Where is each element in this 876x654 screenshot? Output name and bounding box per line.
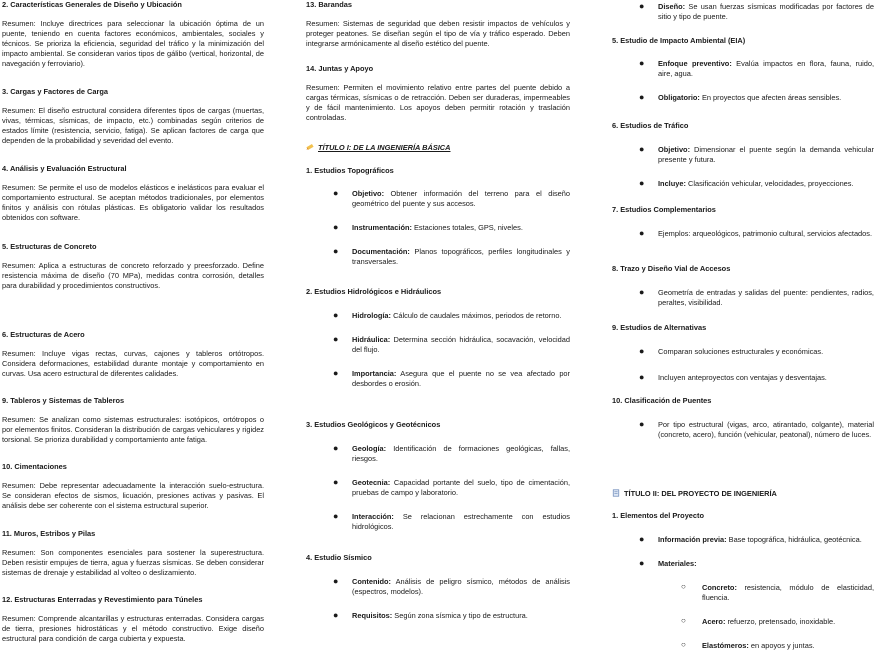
section-heading: 12. Estructuras Enterradas y Revestimiento para Túneles xyxy=(2,595,203,604)
list-item: ● Geotecnia: Capacidad portante del suelo, tipo de cimentación, pruebas de campo y laboratorio. xyxy=(333,476,570,497)
bullet-icon: ● xyxy=(333,309,339,320)
section-heading: 10. Cimentaciones xyxy=(2,462,67,471)
section-summary: Resumen: Se permite el uso de modelos elásticos e inelásticos para evaluar el comportamiento estructural. Se aceptan métodos tradicionales, por elementos finitos y análisis con rótulas plásticas. Es obligatorio validar los resultados obtenidos con software. xyxy=(2,182,264,222)
section-heading: 5. Estructuras de Concreto xyxy=(2,242,97,251)
list-item: ● Información previa: Base topográfica, hidráulica, geotécnica. xyxy=(639,533,862,544)
list-item: ● Interacción: Se relacionan estrechamente con estudios hidrológicos. xyxy=(333,510,570,531)
section-heading: 1. Estudios Topográficos xyxy=(306,166,394,175)
access-road-design xyxy=(612,264,874,308)
section-9 xyxy=(2,396,264,445)
list-item: ● Diseño: Se usan fuerzas sísmicas modificadas por factores de sitio y tipo de puente. xyxy=(639,1,874,21)
section-summary: Resumen: Comprende alcantarillas y estructuras enterradas. Considera cargas de tierra, presiones hidrostáticas y el método constructivo. Exige diseño estructural para condición de carga cubierta y expuesta. xyxy=(2,613,264,643)
geology-studies xyxy=(306,420,570,532)
bullet-icon: ● xyxy=(333,245,339,256)
list-item: ● Documentación: Planos topográficos, perfiles longitudinales y transversales. xyxy=(333,245,570,266)
section-5 xyxy=(2,242,264,291)
sub-list-item: ○ Elastómeros: en apoyos y juntas. xyxy=(681,639,815,650)
bullet-icon: ● xyxy=(333,510,339,521)
list-item: ● Objetivo: Dimensionar el puente según la demanda vehicular presente y futura. xyxy=(639,143,874,164)
environmental-impact-study xyxy=(612,36,874,103)
list-item: ● Instrumentación: Estaciones totales, GPS, niveles. xyxy=(333,221,523,232)
alternatives-studies xyxy=(612,323,874,383)
list-item: ● Hidrología: Cálculo de caudales máximos, periodos de retorno. xyxy=(333,309,562,320)
circle-bullet-icon: ○ xyxy=(681,615,686,625)
list-item: ● Materiales: xyxy=(639,557,697,568)
traffic-studies xyxy=(612,121,874,189)
list-item: ● Incluyen anteproyectos con ventajas y desventajas. xyxy=(639,371,827,382)
section-heading: 1. Elementos del Proyecto xyxy=(612,511,705,520)
section-13 xyxy=(306,0,570,49)
section-14 xyxy=(306,64,570,123)
section-4 xyxy=(2,164,264,223)
section-heading: 10. Clasificación de Puentes xyxy=(612,396,712,405)
bullet-icon: ● xyxy=(639,227,645,238)
section-6 xyxy=(2,330,264,379)
section-heading: 6. Estructuras de Acero xyxy=(2,330,85,339)
bullet-icon: ● xyxy=(639,143,645,154)
hydrology-studies xyxy=(306,287,570,389)
section-summary: Resumen: Incluye directrices para seleccionar la ubicación óptima de un puente, teniendo en cuenta factores económicos, ambientales, sociales y técnicos. Se prioriza la eficiencia, seguridad del tráfico y la minimización del impacto ambiental. Se consideran varios tipos de gálibo (vertical, horizontal, de navegación y ferroviario). xyxy=(2,18,264,68)
bullet-icon: ● xyxy=(639,1,645,11)
seismic-design-item xyxy=(612,2,874,22)
section-heading: 3. Estudios Geológicos y Geotécnicos xyxy=(306,420,441,429)
section-summary: Resumen: Incluye vigas rectas, curvas, cajones y tableros ortótropos. Considera deformaciones, estabilidad durante montaje y comportamiento en curvas. Usa acero estructural de diferentes calidades. xyxy=(2,348,264,378)
list-item: ● Contenido: Análisis de peligro sísmico, métodos de análisis (espectros, modelos). xyxy=(333,575,570,596)
bullet-icon: ● xyxy=(333,575,339,586)
section-heading: 7. Estudios Complementarios xyxy=(612,205,716,214)
topographic-studies xyxy=(306,166,570,267)
list-item: ● Comparan soluciones estructurales y económicas. xyxy=(639,345,824,356)
bullet-icon: ● xyxy=(333,367,339,378)
list-item: ● Enfoque preventivo: Evalúa impactos en flora, fauna, ruido, aire, agua. xyxy=(639,57,874,78)
bullet-icon: ● xyxy=(333,442,339,453)
section-summary: Resumen: El diseño estructural considera diferentes tipos de cargas (muertas, vivas, térmicas, sísmicas, de impacto, etc.) combinadas según criterios de estados límite (resistencia, servicio, fatiga). Se aplican factores de carga que dependen de la probabilidad y severidad del evento. xyxy=(2,105,264,145)
list-item: ● Hidráulica: Determina sección hidráulica, socavación, velocidad del flujo. xyxy=(333,333,570,354)
section-heading: 4. Análisis y Evaluación Estructural xyxy=(2,164,127,173)
list-item: ● Importancia: Asegura que el puente no se vea afectado por desbordes o erosión. xyxy=(333,367,570,388)
bullet-icon: ● xyxy=(639,371,645,382)
project-elements xyxy=(612,511,874,651)
complementary-studies xyxy=(612,205,874,239)
section-heading: 13. Barandas xyxy=(306,0,353,9)
title-2 xyxy=(612,489,874,499)
list-item: ● Ejemplos: arqueológicos, patrimonio cultural, servicios afectados. xyxy=(639,227,873,238)
section-heading: 11. Muros, Estribos y Pilas xyxy=(2,529,96,538)
bullet-icon: ● xyxy=(639,533,645,544)
circle-bullet-icon: ○ xyxy=(681,581,686,591)
section-summary: Resumen: Debe representar adecuadamente la interacción suelo-estructura. Se consideran efectos de sismos, licuación, presiones activas y pasivas. El análisis debe ser coherente con el sistema estructural superior. xyxy=(2,480,264,510)
sub-list-item: ○ Acero: refuerzo, pretensado, inoxidable. xyxy=(681,615,836,626)
sub-list-item: ○ Concreto: resistencia, módulo de elasticidad, fluencia. xyxy=(681,581,874,602)
bullet-icon: ● xyxy=(333,187,339,198)
circle-bullet-icon: ○ xyxy=(681,639,686,649)
section-heading: 14. Juntas y Apoyo xyxy=(306,64,374,73)
section-heading: 3. Cargas y Factores de Carga xyxy=(2,87,108,96)
list-item: ● Por tipo estructural (vigas, arco, atirantado, colgante), material (concreto, acero), función (vehicular, peatonal), número de luces. xyxy=(639,418,874,439)
section-3 xyxy=(2,87,264,146)
section-summary: Resumen: Son componentes esenciales para sostener la superestructura. Deben resistir empujes de tierra, agua y fuerzas sísmicas. Se deben considerar sistemas de drenaje y estabilidad al volteo o deslizamiento. xyxy=(2,547,264,577)
list-item: ● Obligatorio: En proyectos que afecten áreas sensibles. xyxy=(639,91,842,102)
section-heading: 8. Trazo y Diseño Vial de Accesos xyxy=(612,264,731,273)
bullet-icon: ● xyxy=(639,557,645,568)
section-heading: 6. Estudios de Tráfico xyxy=(612,121,689,130)
bullet-icon: ● xyxy=(639,57,645,68)
list-item: ● Objetivo: Obtener información del terreno para el diseño geométrico del puente y sus accesos. xyxy=(333,187,570,208)
bullet-icon: ● xyxy=(333,476,339,487)
section-12 xyxy=(2,595,264,644)
list-item: ● Incluye: Clasificación vehicular, velocidades, proyecciones. xyxy=(639,177,854,188)
bullet-icon: ● xyxy=(333,609,339,620)
title-heading: TÍTULO II: DEL PROYECTO DE INGENIERÍA xyxy=(624,489,777,498)
bullet-icon: ● xyxy=(639,345,645,356)
list-item: ● Requisitos: Según zona sísmica y tipo de estructura. xyxy=(333,609,528,620)
section-11 xyxy=(2,529,264,578)
title-1 xyxy=(306,143,570,153)
section-heading: 4. Estudio Sísmico xyxy=(306,553,372,562)
bridge-classification xyxy=(612,396,874,440)
seismic-study xyxy=(306,553,570,621)
section-10 xyxy=(2,462,264,511)
document-icon xyxy=(612,489,620,497)
section-summary: Resumen: Sistemas de seguridad que deben resistir impactos de vehículos y proteger peatones. Se diseñan según el tipo de vía y tráfico esperado. Deben integrarse armónicamente al diseño estético del puente. xyxy=(306,18,570,48)
title-heading: TÍTULO I: DE LA INGENIERÍA BÁSICA xyxy=(318,143,451,152)
section-heading: 5. Estudio de Impacto Ambiental (EIA) xyxy=(612,36,746,45)
section-heading: 2. Estudios Hidrológicos e Hidráulicos xyxy=(306,287,442,296)
bullet-icon: ● xyxy=(333,221,339,232)
list-item: ● Geología: Identificación de formaciones geológicas, fallas, riesgos. xyxy=(333,442,570,463)
section-summary: Resumen: Se analizan como sistemas estructurales: isotópicos, ortótropos o por elementos finitos. Consideran la distribución de cargas vehiculares y rigidez torsional. Se prioriza durabilidad y comportamiento ante fatiga. xyxy=(2,414,264,444)
pencil-icon xyxy=(306,143,314,151)
bullet-icon: ● xyxy=(333,333,339,344)
section-2 xyxy=(2,0,264,69)
section-summary: Resumen: Aplica a estructuras de concreto reforzado y preesforzado. Define resistencia máxima de diseño (70 MPa), medidas contra corrosión, detalles para durabilidad y procedimientos constructivos. xyxy=(2,260,264,290)
bullet-icon: ● xyxy=(639,418,645,429)
bullet-icon: ● xyxy=(639,91,645,102)
bullet-icon: ● xyxy=(639,286,645,297)
list-item: ● Geometría de entradas y salidas del puente: pendientes, radios, peraltes, visibilidad. xyxy=(639,286,874,307)
section-heading: 9. Estudios de Alternativas xyxy=(612,323,707,332)
section-heading: 9. Tableros y Sistemas de Tableros xyxy=(2,396,125,405)
bullet-icon: ● xyxy=(639,177,645,188)
section-summary: Resumen: Permiten el movimiento relativo entre partes del puente debido a cargas térmicas, sísmicas o de retracción. Deben ser duraderas, impermeables y de fácil mantenimiento. Los apoyos deben permitir rotación y traslación controladas. xyxy=(306,82,570,122)
section-heading: 2. Características Generales de Diseño y Ubicación xyxy=(2,0,182,9)
